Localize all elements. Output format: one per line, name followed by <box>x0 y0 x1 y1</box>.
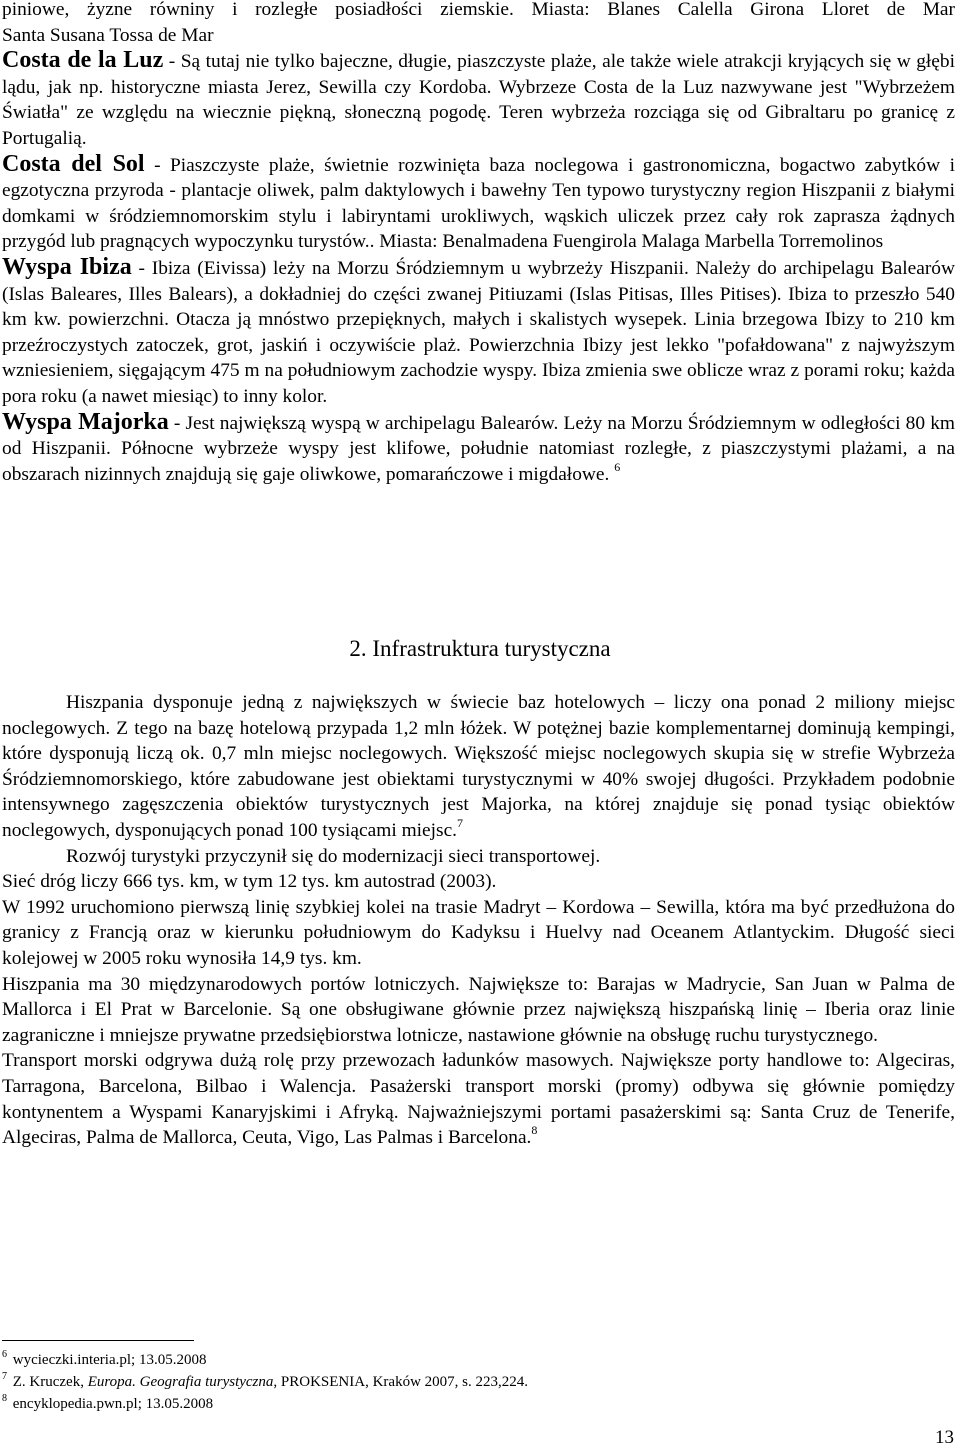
majorka-text: - Jest największą wyspą w archipelagu Balearów. Leży na Morzu Śródziemnym w odległości 80 km od Hiszpanii. Północne wybrzeże wyspy jest klifowe, południe natomiast rozległe, z piaszczystymi plażami, a na obszarach nizinnych znajdują się gaje oliwkowe, pomarańczowe i migdałowe. <box>2 412 955 485</box>
footnote-ref-8[interactable]: 8 <box>531 1123 538 1138</box>
roads-paragraph <box>2 869 955 895</box>
airports-text: Hiszpania ma 30 międzynarodowych portów lotniczych. Największe to: Barajas w Madrycie, San Juan w Palma de Mallorca i El Prat w Barcelonie. Są one obsługiwane głównie przez największą hiszpańską linię – Iberia oraz linie zagraniczne i mniejsze prywatne przedsiębiorstwa lotnicze, nastawione głównie na obsługę ruchu turystycznego. <box>2 973 955 1046</box>
costa-del-sol-paragraph <box>2 152 955 255</box>
continued-line-1: piniowe, żyzne równiny i rozległe posiadłości ziemskie. Miasta: Blanes Calella Girona Lloret de Mar <box>2 0 955 20</box>
ibiza-text: - Ibiza (Eivissa) leży na Morzu Śródziemnym u wybrzeży Hiszpanii. Należy do archipelagu Balearów (Islas Baleares, Illes Balears), a dokładniej do części zwanej Pitiuzami (Islas Pitisas, Illes Pitises). Ibiza to przeszło 540 km kw. powierzchni. Otacza ją mnóstwo przepięknych, małych i skalistych wysepek. Linia brzegowa Ibizy to 210 km przeźroczystych zatoczek, grot, jaskiń i oczywiście plaż. Powierzchnia Ibizy jest lekko "pofałdowana" z najwyższym wzniesieniem, sięgającym 475 m na południowym zachodzie wyspy. Ibiza zmienia swe oblicze wraz z porami roku; każda pora roku (a nawet miesiąc) to inny kolor. <box>2 257 955 407</box>
footnote-number: 8 <box>2 1393 7 1404</box>
footnote-7 <box>2 1372 902 1394</box>
costa-de-la-luz-text: - Są tutaj nie tylko bajeczne, długie, piaszczyste plaże, ale także wiele atrakcji kryjących się w głębi lądu, jak np. historyczne miasta Jerez, Sewilla czy Kordoba. Wybrzeze Costa de la Luz nazwywane jest "Wybrzeżem Światła" ze względu na wiecznie piękną, słoneczną pogodę. Teren wybrzeża rozciąga się od Gibraltaru po granicę z Portugalią. <box>2 51 955 149</box>
transport-intro-paragraph <box>2 844 955 870</box>
page-number: 13 <box>935 1427 954 1448</box>
footnote-number: 6 <box>2 1349 7 1360</box>
sea-transport-paragraph <box>2 1048 955 1150</box>
rail-paragraph <box>2 895 955 972</box>
rail-text: W 1992 uruchomiono pierwszą linię szybkiej kolei na trasie Madryt – Kordowa – Sewilla, która ma być przedłużona do granicy z Francją oraz w kierunku południowym do Kadyksu i Huelvy nad Oceanem Atlantyckim. Długość sieci kolejowej w 2005 roku wynosiła 14,9 tys. km. <box>2 896 955 969</box>
airports-paragraph <box>2 972 955 1049</box>
footnote-publisher: , PROKSENIA, Kraków 2007, s. 223,224. <box>273 1374 528 1390</box>
footnote-source: encyklopedia.pwn.pl; 13.05.2008 <box>12 1396 214 1412</box>
footnote-source: wycieczki.interia.pl; 13.05.2008 <box>12 1352 207 1368</box>
costa-del-sol-term: Costa del Sol <box>2 150 145 177</box>
ibiza-term: Wyspa Ibiza <box>2 253 132 280</box>
sea-transport-text: Transport morski odgrywa dużą rolę przy przewozach ładunków masowych. Największe porty handlowe to: Algeciras, Tarragona, Barcelona, Bilbao i Walencja. Pasażerski transport morski (promy) odbywa się głównie pomiędzy kontynentem a Wyspami Kanaryjskimi i Afryką. Najważniejszymi portami pasażerskimi są: Santa Cruz de Tenerife, Algeciras, Palma de Mallorca, Ceuta, Vigo, Las Palmas i Barcelona. <box>2 1050 955 1149</box>
section-heading: 2. Infrastruktura turystyczna <box>349 636 611 661</box>
footnote-8 <box>2 1394 902 1416</box>
transport-intro-text: Rozwój turystyki przyczynił się do modernizacji sieci transportowej. <box>66 845 601 867</box>
infrastructure-text-block <box>2 690 955 1151</box>
footnote-author: Z. Kruczek, <box>12 1374 88 1390</box>
continued-line-2: Santa Susana Tossa de Mar <box>2 24 214 46</box>
ibiza-paragraph <box>2 255 955 410</box>
majorka-paragraph <box>2 410 955 488</box>
hotel-base-text: Hiszpania dysponuje jedną z największych w świecie baz hotelowych – liczy ona ponad 2 miliony miejsc noclegowych. Z tego na bazę hotelową przypada 1,2 mln łóżek. W potężnej bazie komplementarnej dominują kempingi, które dysponują liczą ok. 0,7 mln miejsc noclegowych. Większość miejsc noclegowych skupia się w strefie Wybrzeża Śródziemnomorskiego, które zabudowane jest obiektami turystycznymi w 40% swojej długości. Przykładem podobnie intensywnego zagęszczenia obiektów turystycznych jest Majorka, na której znajduje się ponad tysiąc obiektów noclegowych, dysponujących ponad 100 tysiącami miejsc. <box>2 692 955 841</box>
footnote-number: 7 <box>2 1371 7 1382</box>
upper-text-block <box>2 0 955 487</box>
costa-de-la-luz-paragraph <box>2 48 955 151</box>
footnotes <box>2 1350 902 1416</box>
footnote-ref-7[interactable]: 7 <box>457 815 464 830</box>
footnote-6 <box>2 1350 902 1372</box>
majorka-term: Wyspa Majorka <box>2 408 169 435</box>
footnote-ref-6[interactable]: 6 <box>614 459 621 474</box>
footnote-book-title: Europa. Geografia turystyczna <box>87 1374 274 1390</box>
footnote-separator <box>2 1340 194 1341</box>
hotel-base-paragraph <box>2 690 955 844</box>
continued-paragraph <box>2 0 955 23</box>
roads-text: Sieć dróg liczy 666 tys. km, w tym 12 tys. km autostrad (2003). <box>2 871 497 893</box>
costa-de-la-luz-term: Costa de la Luz <box>2 47 164 74</box>
cities-line <box>2 23 955 49</box>
costa-del-sol-text: - Piaszczyste plaże, świetnie rozwinięta baza noclegowa i gastronomiczna, bogactwo zabytków i egzotyczna przyroda - plantacje oliwek, palm daktylowych i bawełny Ten typowo turystyczny region Hiszpanii z białymi domkami w śródziemnomorskim stylu i labiryntami urokliwych, wąskich uliczek przez cały rok zaprasza żądnych przygód lub pragnących wypoczynku turystów.. Miasta: Benalmadena Fuengirola Malaga Marbella Torremolinos <box>2 154 955 253</box>
